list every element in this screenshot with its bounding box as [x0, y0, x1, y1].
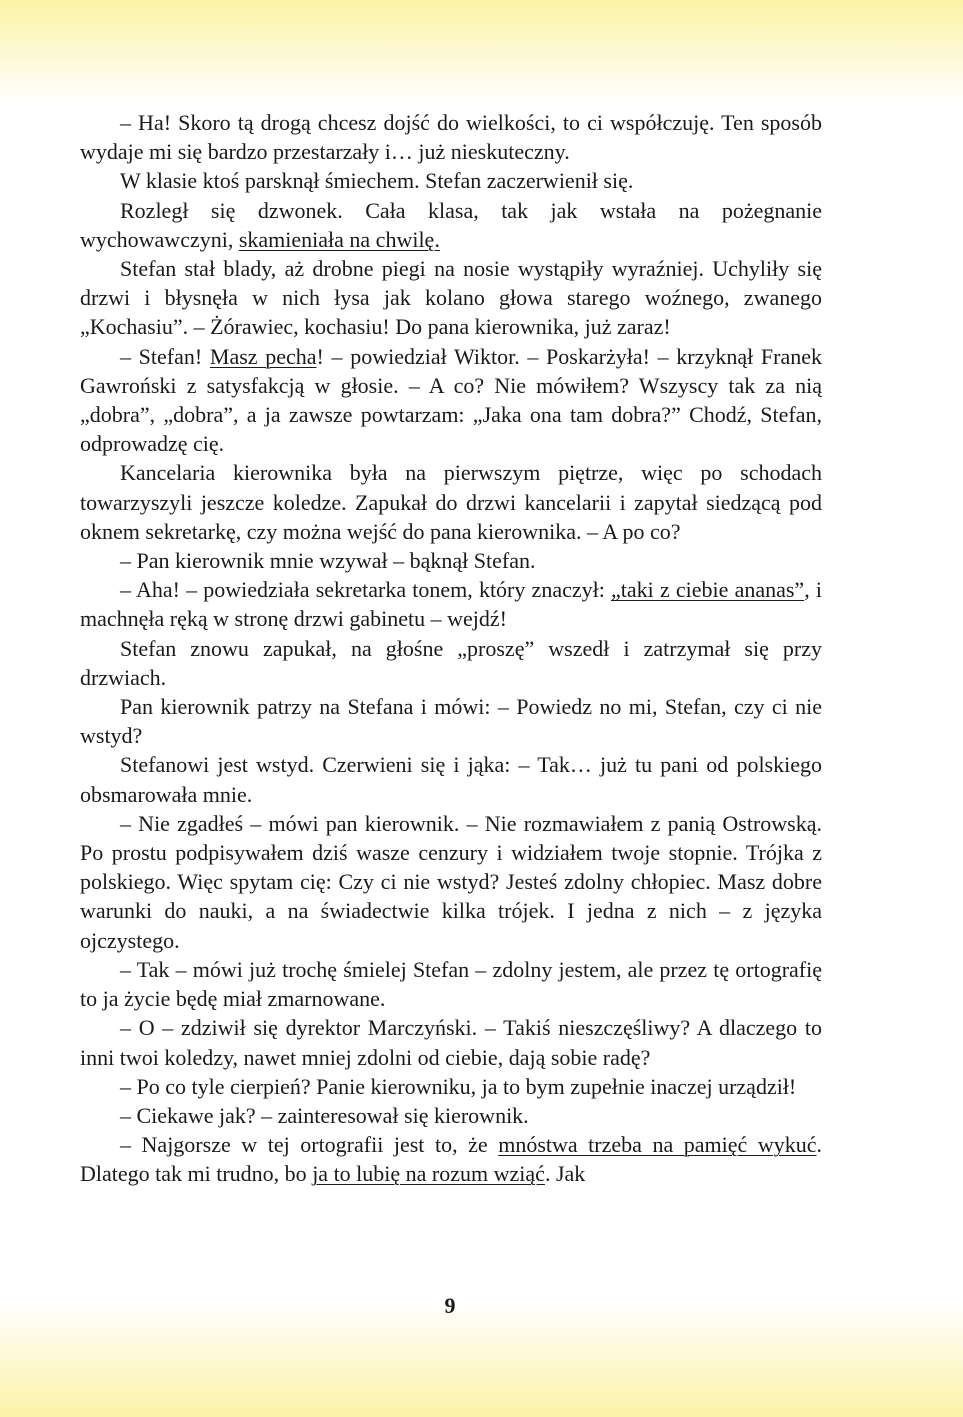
text-run: Kancelaria kierownika była na pierwszym piętrze, więc po schodach towarzyszyli jeszcze koledze. Zapukał do drzwi kancelarii i zapytał siedzącą pod oknem sekretarkę, czy można wejść do pana kierownika. – A po co?: [80, 460, 822, 544]
underlined-phrase: „taki z ciebie ananas”: [611, 577, 805, 603]
text-run: Stefan znowu zapukał, na głośne „proszę” wszedł i zatrzymał się przy drzwiach.: [80, 635, 822, 690]
top-decorative-band: [0, 0, 963, 105]
text-run: – Ciekawe jak? – zainteresował się kierownik.: [120, 1102, 529, 1128]
text-run: Rozległ się dzwonek. Cała klasa, tak jak wstała na pożegnanie wychowawczyni,: [80, 197, 822, 252]
text-run: W klasie ktoś parsknął śmiechem. Stefan zaczerwienił się.: [120, 168, 634, 194]
underlined-phrase: mnóstwa trzeba na pamięć wykuć: [498, 1132, 817, 1158]
text-run: – Najgorsze w tej ortografii jest to, że: [120, 1132, 499, 1158]
text-run: Stefan stał blady, aż drobne piegi na nosie wystąpiły wyraźniej. Uchyliły się drzwi i błysnęła w nich łysa jak kolano głowa starego woźnego, zwanego „Kochasiu”. – Żórawiec, kochasiu! Do pana kierownika, już zaraz!: [80, 256, 822, 340]
body-text: [80, 108, 822, 1189]
underlined-phrase: Masz pecha: [209, 343, 317, 369]
paragraph: [80, 1130, 822, 1188]
paragraph: [80, 1013, 822, 1071]
text-run: . Jak: [544, 1161, 586, 1187]
paragraph: [80, 634, 822, 692]
text-run: – Po co tyle cierpień? Panie kierowniku, ja to bym zupełnie inaczej urządził!: [120, 1073, 797, 1099]
text-run: – Ha! Skoro tą drogą chcesz dojść do wielkości, to ci współczuję. Ten sposób wydaje mi się bardzo przestarzały i… już nieskuteczny.: [80, 110, 822, 165]
text-run: . Dlatego tak mi trudno, bo: [80, 1132, 822, 1187]
underlined-phrase: skamieniała na chwilę.: [238, 226, 440, 252]
paragraph: [80, 196, 822, 254]
paragraph: [80, 1101, 822, 1130]
text-run: Pan kierownik patrzy na Stefana i mówi: – Powiedz no mi, Stefan, czy ci nie wstyd?: [80, 694, 822, 749]
paragraph: [80, 254, 822, 342]
paragraph: [80, 750, 822, 808]
paragraph: [80, 955, 822, 1013]
text-run: ! – powiedział Wiktor. – Poskarżyła! – krzyknął Franek Gawroński z satysfakcją w głosie. – A co? Nie mówiłem? Wszyscy tak za nią „dobra”, „dobra”, a ja zawsze powtarzam: „Jaka ona tam dobra?” Chodź, Stefan, odprowadzę cię.: [80, 343, 822, 457]
text-run: – Pan kierownik mnie wzywał – bąknął Stefan.: [120, 548, 536, 574]
text-run: – Stefan!: [120, 343, 210, 369]
paragraph: [80, 1072, 822, 1101]
bottom-decorative-band: [0, 1302, 963, 1417]
paragraph: [80, 546, 822, 575]
paragraph: [80, 166, 822, 195]
paragraph: [80, 458, 822, 546]
text-run: – Aha! – powiedziała sekretarka tonem, który znaczył:: [120, 577, 612, 603]
underlined-phrase: ja to lubię na rozum wziąć: [312, 1161, 545, 1187]
paragraph: [80, 575, 822, 633]
page-number: 9: [444, 1293, 456, 1318]
paragraph: [80, 692, 822, 750]
paragraph: [80, 809, 822, 955]
text-run: – Tak – mówi już trochę śmielej Stefan – zdolny jestem, ale przez tę ortografię to ja życie będę miał zmarnowane.: [80, 956, 822, 1012]
text-run: – O – zdziwił się dyrektor Marczyński. – Takiś nieszczęśliwy? A dlaczego to inni twoi koledzy, nawet mniej zdolni od ciebie, dają sobie radę?: [80, 1015, 822, 1070]
paragraph: [80, 108, 822, 166]
text-run: , i machnęła ręką w stronę drzwi gabinetu – wejdź!: [80, 577, 822, 632]
text-run: Stefanowi jest wstyd. Czerwieni się i jąka: – Tak… już tu pani od polskiego obsmarowała mnie.: [80, 752, 822, 807]
text-run: – Nie zgadłeś – mówi pan kierownik. – Nie rozmawiałem z panią Ostrowską. Po prostu podpisywałem dziś wasze cenzury i widziałem twoje stopnie. Trójka z polskiego. Więc spytam cię: Czy ci nie wstyd? Jesteś zdolny chłopiec. Masz dobre warunki do nauki, a na świadectwie kilka trójek. I jedna z nich – z języka ojczystego.: [80, 810, 822, 953]
paragraph: [80, 342, 822, 459]
